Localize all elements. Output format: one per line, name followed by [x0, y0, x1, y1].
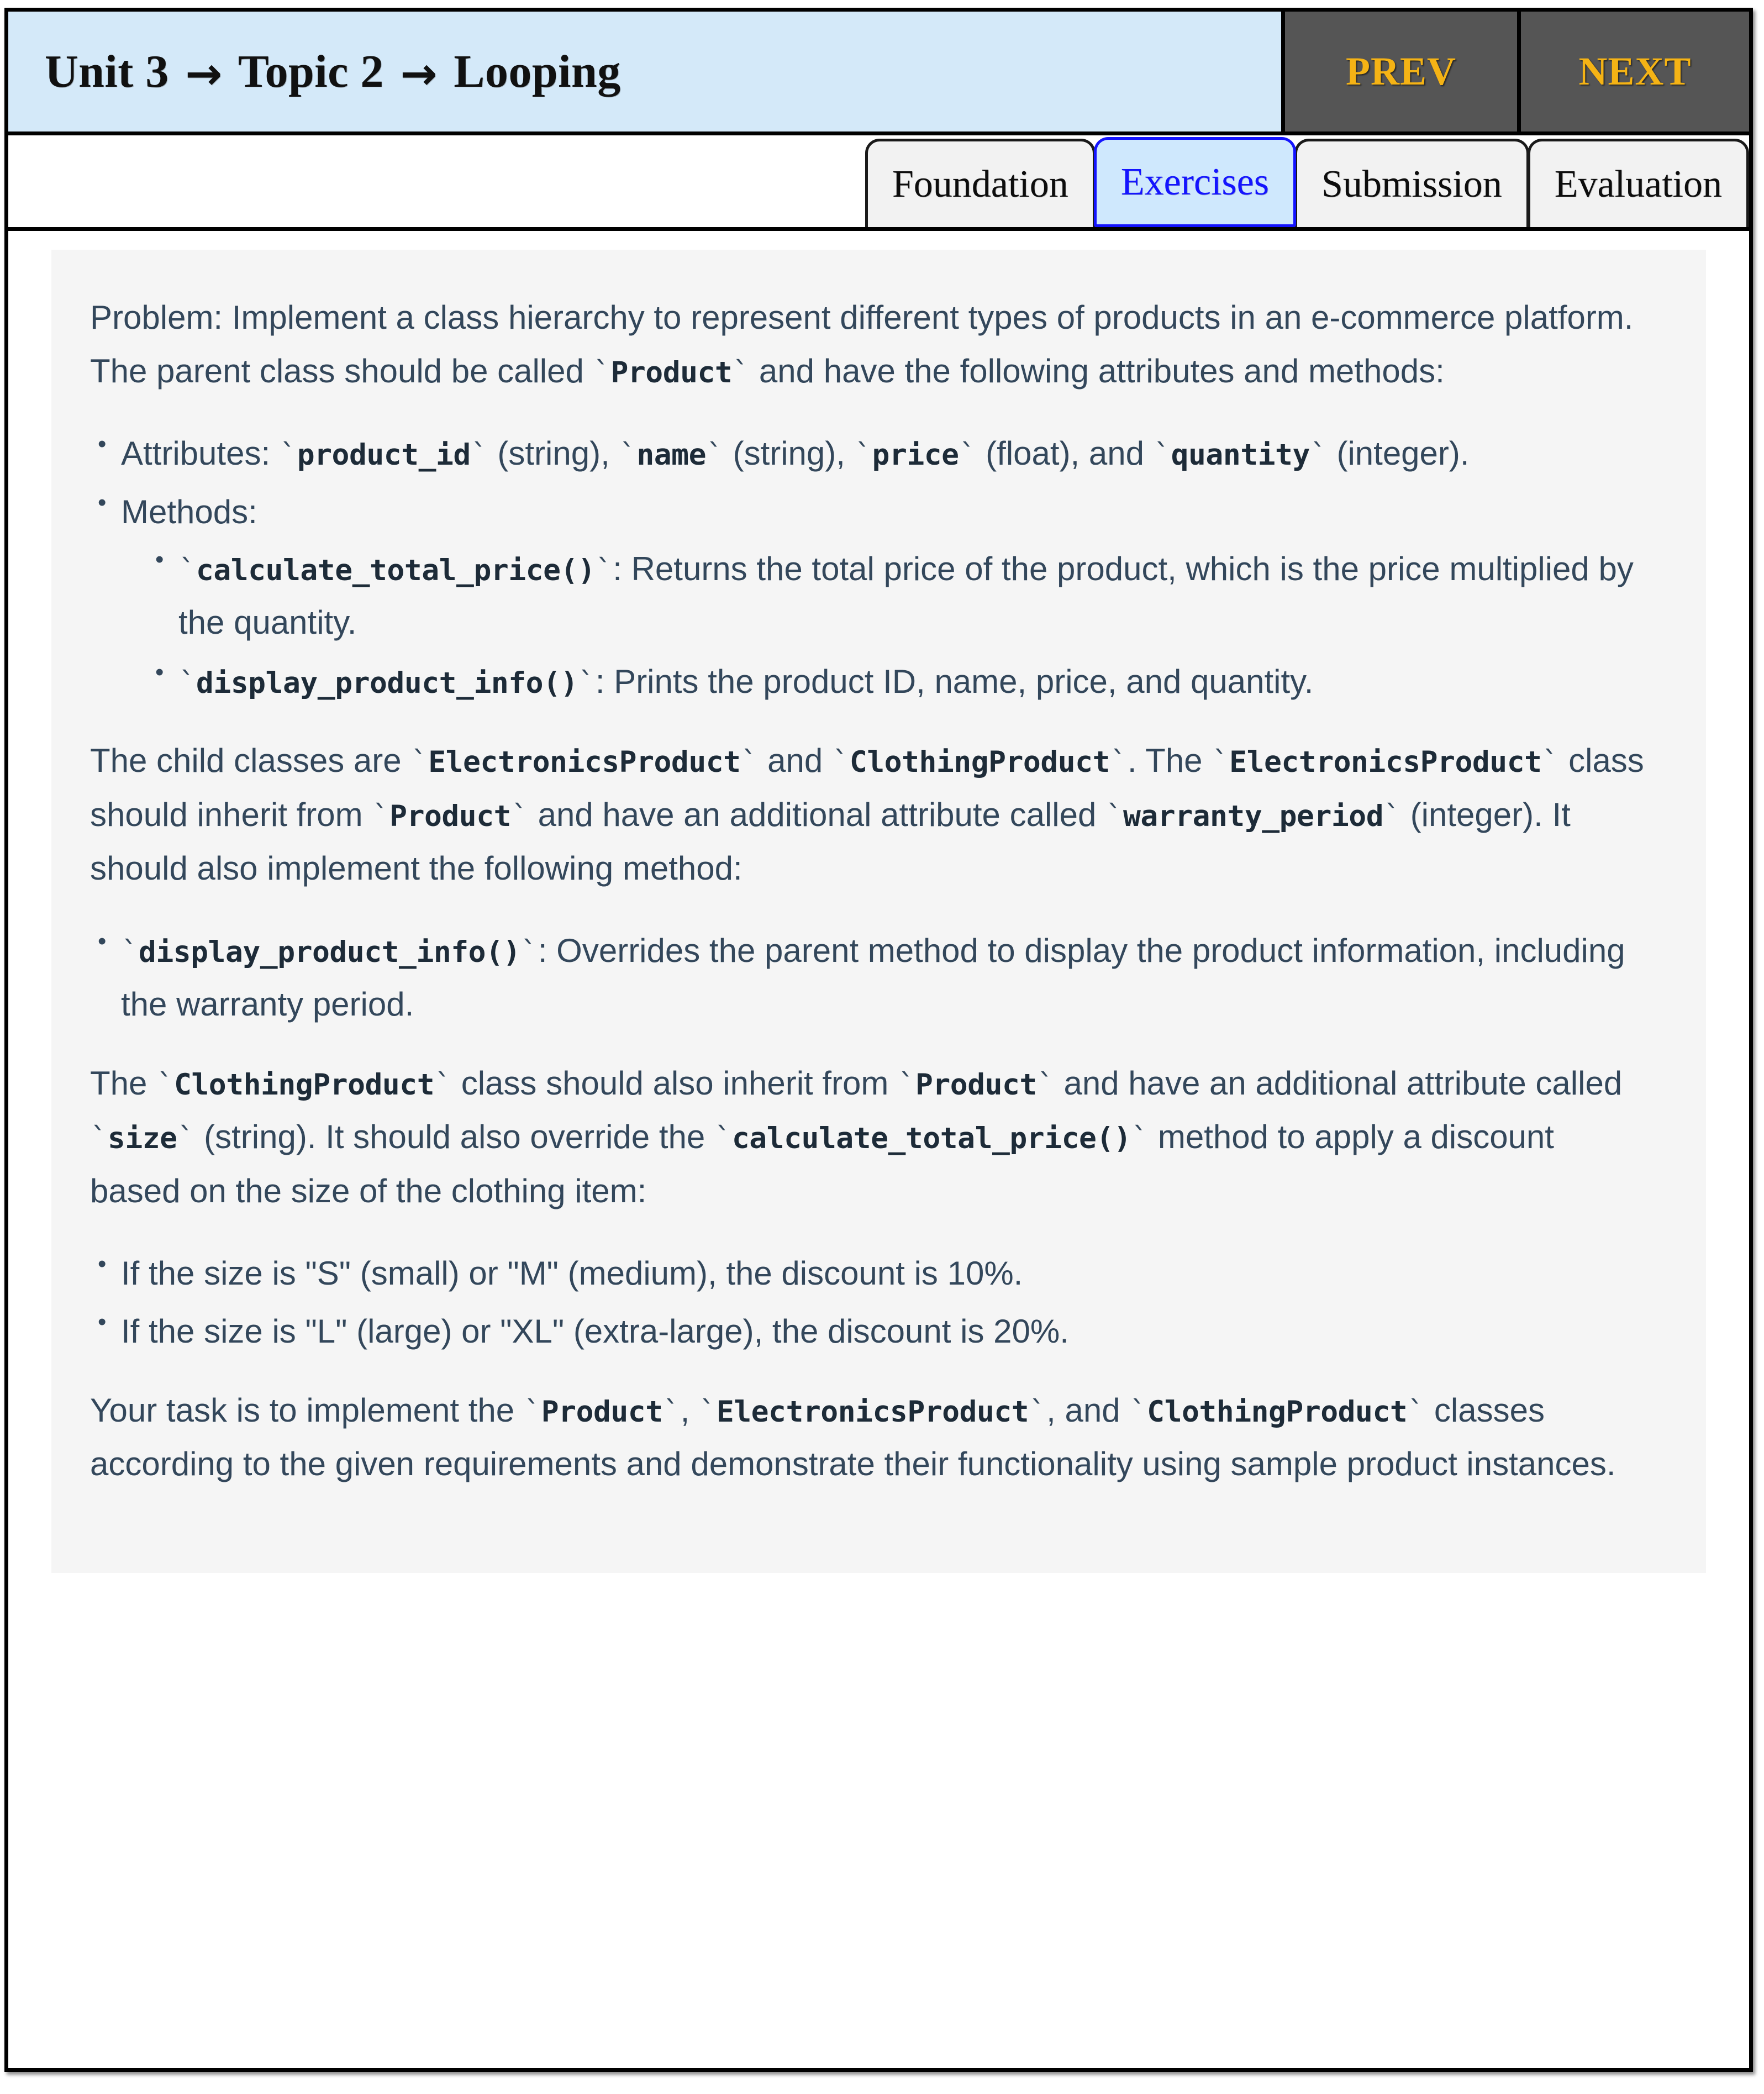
bt6: `: [959, 438, 977, 472]
attributes-sep1: (string),: [488, 435, 619, 472]
bt24: `: [520, 935, 538, 969]
bt25: `: [156, 1068, 174, 1102]
attributes-sep2: (string),: [723, 435, 855, 472]
attributes-sep4: (integer).: [1327, 435, 1470, 472]
child-d: class should inherit from: [90, 742, 1644, 833]
bt8: `: [1309, 438, 1328, 472]
bt32: `: [1131, 1122, 1149, 1156]
code-product: Product: [610, 356, 733, 390]
bt31: `: [714, 1122, 732, 1156]
code-electronics-product-3: ElectronicsProduct: [716, 1395, 1029, 1429]
backtick-close: `: [732, 356, 750, 390]
tab-foundation-label: Foundation: [892, 162, 1068, 206]
header-bar: [8, 12, 1749, 135]
bt20: `: [511, 799, 529, 833]
discount-list: [90, 1246, 1645, 1358]
bt5: `: [854, 438, 872, 472]
code-product-4: Product: [541, 1395, 663, 1429]
tab-exercises-label: Exercises: [1120, 160, 1269, 203]
bt38: `: [1407, 1395, 1425, 1429]
method-calculate-total-price: [121, 542, 1645, 649]
code-clothing-product-2: ClothingProduct: [173, 1068, 435, 1102]
code-price: price: [872, 438, 959, 472]
code-clothing-product: ClothingProduct: [849, 745, 1110, 780]
methods-item: [90, 485, 1645, 709]
bt37: `: [1129, 1395, 1147, 1429]
bt4: `: [706, 438, 724, 472]
breadcrumb-lesson: Looping: [454, 46, 621, 97]
child-e: and have an additional attribute called: [528, 796, 1106, 833]
bt36: `: [1029, 1395, 1047, 1429]
task-b: ,: [680, 1392, 699, 1429]
backtick-open: `: [593, 356, 611, 390]
task-c: , and: [1046, 1392, 1130, 1429]
bt19: `: [372, 799, 390, 833]
bt13: `: [410, 745, 429, 780]
code-display-product-info: display_product_info(): [196, 666, 578, 701]
exercise-panel: [51, 250, 1706, 1573]
attributes-item: [90, 427, 1645, 480]
code-name: name: [636, 438, 706, 472]
tab-exercises[interactable]: [1094, 137, 1296, 227]
code-display-product-info-2: display_product_info(): [138, 935, 520, 969]
clothing-paragraph: [90, 1056, 1645, 1218]
bt9: `: [178, 553, 196, 587]
bt21: `: [1105, 799, 1123, 833]
methods-sublist: [121, 542, 1645, 709]
bt12: `: [577, 666, 596, 701]
code-clothing-product-3: ClothingProduct: [1147, 1395, 1408, 1429]
clothing-b: class should also inherit from: [452, 1065, 898, 1102]
override-desc: : Overrides the parent method to display the product information, including the warranty period.: [121, 932, 1625, 1023]
method-display-product-info: [121, 655, 1645, 708]
override-list: [90, 924, 1645, 1031]
prev-button-label: PREV: [1346, 49, 1456, 93]
code-product-id: product_id: [297, 438, 471, 472]
problem-intro-a: Problem: Implement a class hierarchy to represent different types of products in an e-commerce platform. The parent class should be called: [90, 299, 1634, 390]
clothing-c: and have an additional attribute called: [1054, 1065, 1623, 1102]
bt10: `: [595, 553, 613, 587]
bt27: `: [898, 1068, 915, 1102]
arrow-right-icon-2: →: [400, 48, 438, 99]
content-area: [8, 231, 1749, 1622]
child-f: (integer). It should also implement the following method:: [90, 796, 1571, 887]
bt35: `: [698, 1395, 717, 1429]
bt16: `: [1109, 745, 1128, 780]
task-paragraph: [90, 1383, 1645, 1491]
breadcrumb-topic: Topic 2: [238, 46, 384, 97]
requirements-list: [90, 427, 1645, 708]
tab-foundation[interactable]: [865, 139, 1096, 227]
tab-submission-label: Submission: [1321, 162, 1502, 206]
bt15: `: [831, 745, 850, 780]
child-a: The child classes are: [90, 742, 411, 780]
breadcrumb-text: [45, 45, 621, 98]
bt23: `: [121, 935, 139, 969]
bt26: `: [434, 1068, 452, 1102]
problem-intro-b: and have the following attributes and methods:: [750, 352, 1445, 390]
arrow-right-icon: →: [185, 48, 223, 99]
methods-label: Methods:: [121, 493, 257, 530]
child-classes-paragraph: [90, 734, 1645, 895]
bt34: `: [662, 1395, 681, 1429]
clothing-e: method to apply a discount based on the size of the clothing item:: [90, 1118, 1554, 1209]
tab-bar: [8, 135, 1749, 231]
code-electronics-product: ElectronicsProduct: [428, 745, 741, 780]
tab-evaluation[interactable]: [1528, 139, 1749, 227]
bt1: `: [279, 438, 297, 472]
code-size: size: [107, 1122, 177, 1156]
code-calculate-total-price-2: calculate_total_price(): [731, 1122, 1131, 1156]
next-button-label: NEXT: [1578, 49, 1692, 93]
breadcrumb-unit: Unit 3: [45, 46, 169, 97]
lesson-window: [4, 8, 1753, 2072]
task-a: Your task is to implement the: [90, 1392, 524, 1429]
clothing-d: (string). It should also override the: [194, 1118, 714, 1156]
code-product-3: Product: [915, 1068, 1037, 1102]
attributes-sep3: (float), and: [976, 435, 1154, 472]
child-b: and: [758, 742, 832, 780]
code-calculate-total-price: calculate_total_price(): [196, 553, 596, 587]
override-display-product-info: [90, 924, 1645, 1031]
bt29: `: [90, 1122, 108, 1156]
discount-rule-small: • If the size is "S" (small) or "M" (medium), the discount is 10%.: [90, 1246, 1645, 1300]
bt33: `: [523, 1395, 541, 1429]
discount-rule-large: • If the size is "L" (large) or "XL" (extra-large), the discount is 20%.: [90, 1304, 1645, 1358]
code-warranty-period: warranty_period: [1123, 799, 1384, 833]
bt18: `: [1541, 745, 1560, 780]
code-electronics-product-2: ElectronicsProduct: [1229, 745, 1542, 780]
problem-statement: [90, 291, 1645, 398]
code-product-2: Product: [389, 799, 512, 833]
bt28: `: [1036, 1068, 1055, 1102]
bt3: `: [619, 438, 637, 472]
code-quantity: quantity: [1171, 438, 1310, 472]
attributes-label: Attributes:: [121, 435, 280, 472]
method-display-desc: : Prints the product ID, name, price, and quantity.: [595, 663, 1314, 701]
prev-button[interactable]: [1285, 12, 1517, 131]
bt30: `: [177, 1122, 195, 1156]
next-button[interactable]: [1517, 12, 1749, 131]
bt14: `: [740, 745, 759, 780]
bt2: `: [470, 438, 488, 472]
method-calculate-desc: : Returns the total price of the product, which is the price multiplied by the quantity.: [178, 550, 1634, 641]
bt7: `: [1153, 438, 1171, 472]
bt22: `: [1383, 799, 1402, 833]
bt11: `: [178, 666, 196, 701]
bt17: `: [1212, 745, 1230, 780]
child-c: . The: [1127, 742, 1212, 780]
breadcrumb: [8, 12, 1285, 131]
tab-submission[interactable]: [1294, 139, 1529, 227]
task-d: classes according to the given requirements and demonstrate their functionality using sample product instances.: [90, 1392, 1616, 1483]
tab-evaluation-label: Evaluation: [1554, 162, 1722, 206]
clothing-a: The: [90, 1065, 157, 1102]
